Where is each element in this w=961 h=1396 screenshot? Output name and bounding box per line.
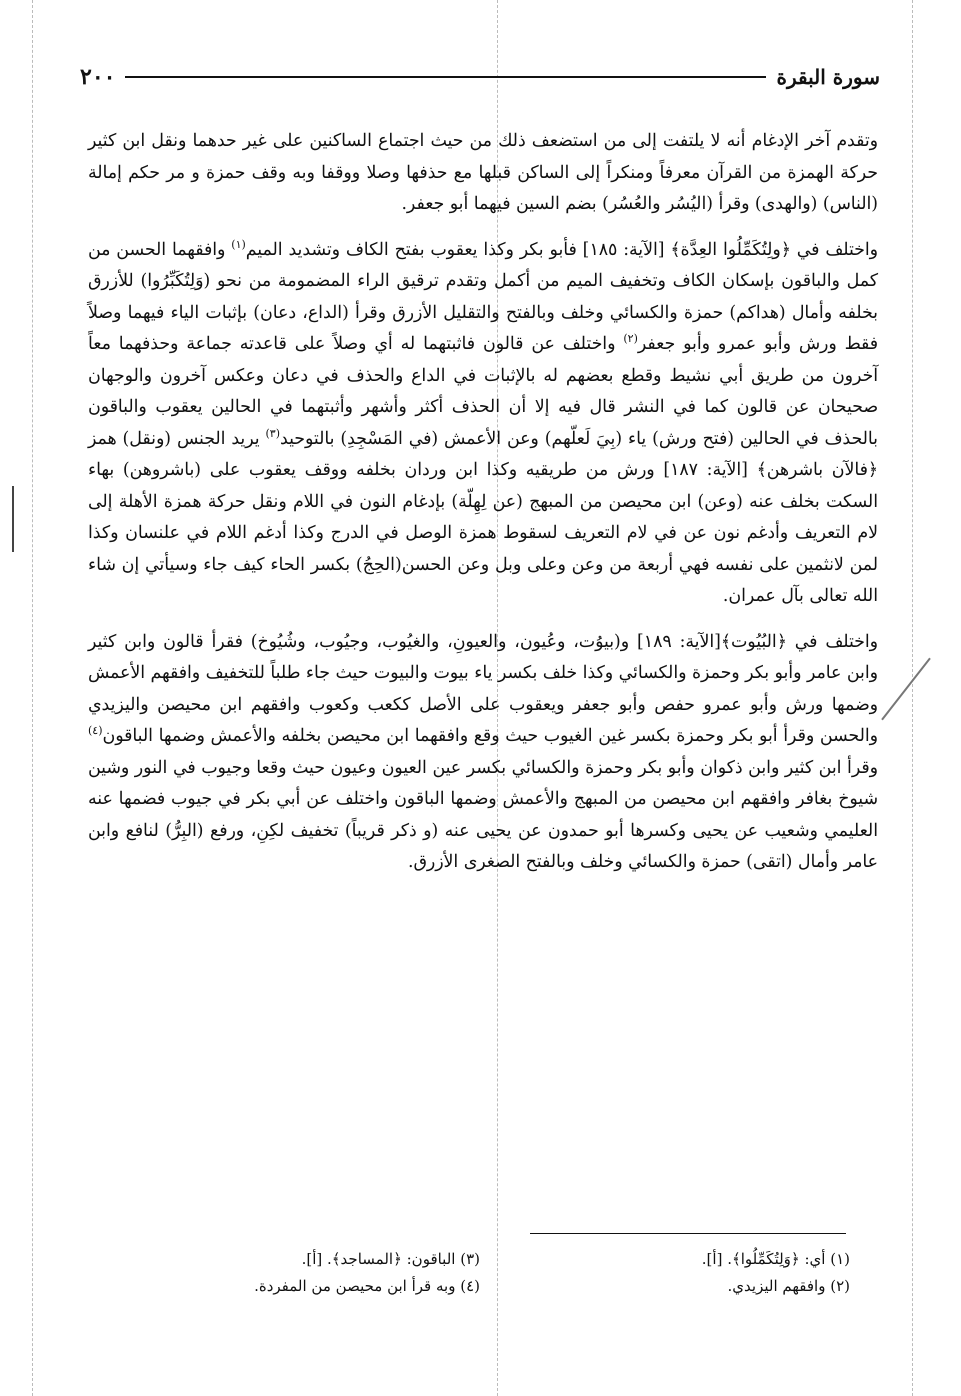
paragraph-1: وتقدم آخر الإدغام أنه لا يلتفت إلى من استضعف ذلك من حيث اجتماع الساكنين على غير حدهما ونقل ابن كثير حركة الهمزة من القرآن معرفاً ومنكراً إلى الساكن قبلها مع حذفها وصلا ووقفا وبه وقف حمزة و مر حكم إمالة (الناس) (والهدى) وقرأ (اليُسُر والعُسُر) بضم السين فيهما أبو جعفر. [88,131,878,214]
footnote-separator [530,1233,846,1234]
page-number: ٢٠٠ [80,64,116,90]
footnote-2: (٢) وافقهم اليزيدي. [727,1277,850,1295]
header-rule [125,76,766,78]
paragraph-3 [88,627,878,879]
paragraph-2-start: واختلف في ﴿ولِتُكَمِّلُوا العِدَّة﴾ [الآية: ١٨٥] فأبو بكر وكذا يعقوب بفتح الكاف وتشديد الميم [245,239,878,260]
scan-mark [881,658,931,721]
footnote-3: (٣) الباقون: ﴿المساجد﴾. [أ]. [301,1250,480,1268]
main-text [88,126,878,879]
paragraph-2 [88,235,878,613]
scan-guide-line [32,0,33,1396]
paragraph-2-part-b: واختلف عن قالون فاثبتهما له أي وصلاً على قاعدته جماعة وحذفهما معاً آخرون من طريق أبي نشيط وقطع بعضهم له بالإثبات في الداع والحذف في دعان وعكس آخرون والوجهان صحيحان عن قالون كما في النشر قال فيه إلا أن الحذف أكثر وأشهر وأثبتهما في الحالين يعقوب والباقون بالحذف في الحالين (فتح ورش) ياء (بِيَ لَعلّهم) وعن الأعمش (في المَسْجِدِ) بالتوحيد [88,334,878,449]
footnote-ref-4: (٤) [88,724,103,738]
scan-guide-line [912,0,913,1396]
footnotes [150,1246,850,1300]
paragraph-3-rest: وقرأ ابن كثير وابن ذكوان وأبو بكر وحمزة والكسائي بكسر عين العيون وعيون حيث وقعا وجيوب في النور وشين شيوخ بغافر وافقهم ابن محيصن من المبهج والأعمش وضمها الباقون واختلف عن أبي بكر في جيوب فضمها عنه العليمي وشعيب عن يحيى وكسرها أبو حمدون عن يحيى عنه (و ذكر قريباً) تخفيف لكِنِ، ورفع (البِرُّ) لنافع وابن عامر وأمال (اتقى) حمزة والكسائي وخلف وبالفتح الصغرى الأزرق. [88,757,878,872]
footnote-4: (٤) وبه قرأ ابن محيصن من المفردة. [254,1277,480,1295]
paragraph-2-part-a: وافقهما الحسن من كمل والباقون بإسكان الكاف وتخفيف الميم من أكمل وتقدم ترقيق الراء المضمومة من نحو (وَلِتُكَبِّرُوا) للأزرق بخلفه وأمال (هداكم) حمزة والكسائي وخلف وبالفتح والتقليل الأزرق وقرأ (الداع، دعان) بإثبات الياء فيهما وصلاً فقط ورش وأبو عمرو وأبو جعفر [88,239,879,354]
footnote-ref-1: (١) [231,237,246,251]
footnote-ref-3: (٣) [265,426,280,440]
page-header [80,62,880,92]
paragraph-2-part-c: يريد الجنس (ونقل) همز ﴿فالآن باشرهن﴾ [الآية: ١٨٧] ورش من طريقيه وكذا ابن وردان بخلفه ووقف يعقوب على (باشروهن) بهاء السكت بخلف عنه (وعن) ابن محيصن من المبهج (عن لِهِلّة) بإدغام النون في اللام ونقل حركة همزة الأهلة إلى لام التعريف وأدغم نون عن في لام التعريف لسقوط همزة الوصل في الدرج وكذا أدغم اللام في علنسان وكذا لمن لانثمين على نفسه فهي أربعة من وعن وعلى وبل وعن الحسن(الحِجُ) بكسر الحاء كيف جاء وسيأتي إن شاء الله تعالى بآل عمران. [88,428,878,606]
footnote-1: (١) أي: ﴿وَلِتُكَمِّلُوا﴾. [أ]. [701,1250,850,1268]
paragraph-3-start: واختلف في ﴿البُيُوت﴾[الآية: ١٨٩] و(بيوُت، وعُيون، والعيونِ، والغيُوب، وجيُوب، وشُيُوخ) فقرأ قالون وابن كثير وابن عامر وأبو بكر وحمزة والكسائي وكذا خلف بكسر ياء بيوت والبيوت حيث جاء طلباً للتخفيف وافقهم الأعمش وضمها ورش وأبو عمرو حفص وأبو جعفر ويعقوب على الأصل ككعب وكعوب وافقهم ابن محيصن واليزيدي والحسن وقرأ أبو بكر وحمزة بكسر غين الغيوب حيث وقع وافقهما ابن محيصن بخلفه والأعمش وضمها الباقون [88,631,878,746]
scan-mark [12,486,14,552]
surah-title: سورة البقرة [776,65,880,89]
footnote-ref-2: (٢) [623,332,638,346]
